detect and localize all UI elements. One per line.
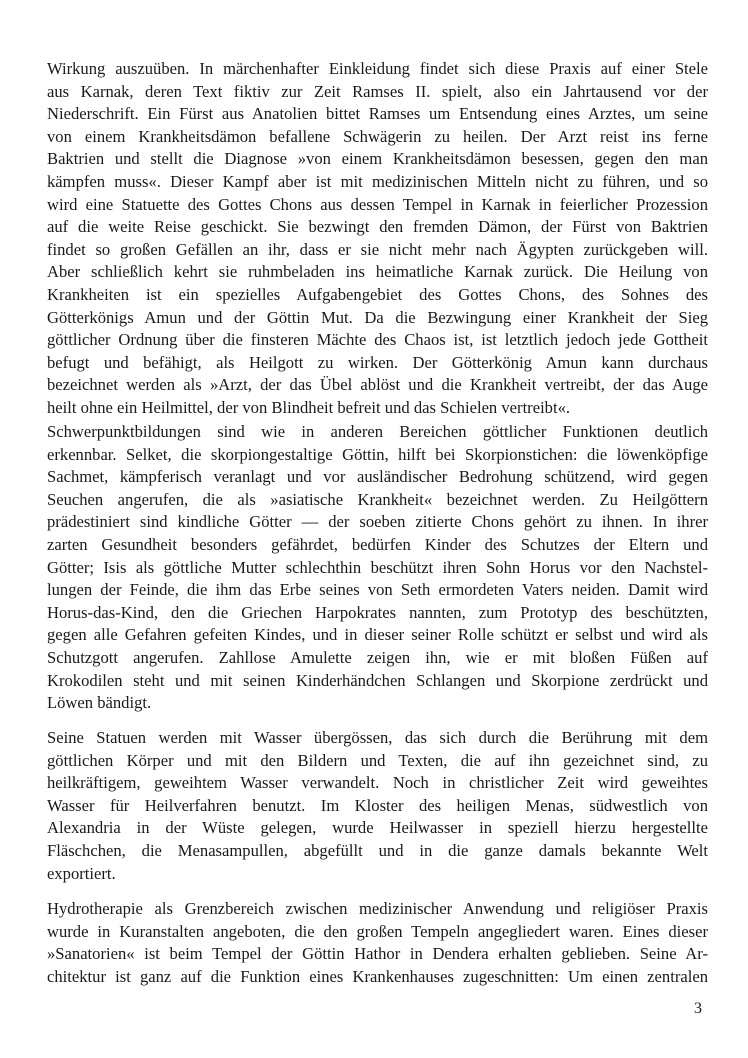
text-line: wird eine Statuette des Gottes Chons aus dessen Tempel in Karnak in feierlicher Prozession: [47, 194, 708, 214]
text-line: befugt und befähigt, als Heilgott zu wirken. Der Götterkönig Amun kann durchaus: [47, 352, 708, 372]
text-line: Sachmet, kämpferisch veranlagt und vor ausländischer Bedrohung schützend, wird gegen: [47, 467, 708, 487]
text-line: göttlichen Körper und mit den Bildern und Texten, die auf ihn gezeichnet sind, zu: [47, 750, 708, 770]
paragraph-1: [47, 58, 708, 420]
text-line: auf die weite Reise geschickt. Sie bezwingt den fremden Dämon, der Fürst von Baktrien: [47, 217, 708, 237]
text-line: Schwerpunktbildungen sind wie in anderen Bereichen göttlicher Funktionen deutlich: [47, 422, 708, 441]
text-line: findet so großen Gefällen an ihr, dass er sie nicht mehr nach Ägypten zurückgeben will.: [47, 239, 708, 259]
text-line: kämpfen muss«. Dieser Kampf aber ist mit medizinischen Mitteln nicht zu führen, und so: [47, 171, 708, 191]
text-line: Krokodilen steht und mit seinen Kinderhändchen Schlangen und Skorpione zerdrückt und: [47, 670, 708, 690]
text-line: von einem Krankheitsdämon befallene Schwägerin zu heilen. Der Arzt reist ins ferne: [47, 126, 708, 146]
text-line: chitektur ist ganz auf die Funktion eines Krankenhauses zugeschnitten: Um einen zentralen: [47, 966, 708, 986]
text-line: Löwen bändigt.: [47, 693, 152, 713]
text-line: »Sanatorien« ist beim Tempel der Göttin Hathor in Dendera erhalten geblieben. Seine Ar-: [47, 944, 708, 964]
paragraph-4: [47, 898, 708, 988]
text-line: Seuchen angerufen, die als »asiatische Krankheit« bezeichnet werden. Zu Heilgöttern: [47, 489, 708, 509]
text-line: zarten Gesundheit besonders gefährdet, bedürfen Kinder des Schutzes der Eltern und: [47, 534, 708, 554]
text-line: Schutzgott angerufen. Zahllose Amulette zeigen ihn, wie er mit bloßen Füßen auf: [47, 647, 708, 667]
text-line: Baktrien und stellt die Diagnose »von einem Krankheitsdämon besessen, gegen den man: [47, 149, 708, 169]
text-line: Niederschrift. Ein Fürst aus Anatolien bittet Ramses um Entsendung eines Arztes, um seine: [47, 104, 708, 124]
text-line: lungen der Feinde, die ihm das Erbe seines von Seth ermordeten Vaters neiden. Damit wird: [47, 580, 708, 600]
paragraph-3: [47, 727, 708, 885]
text-line: Wasser für Heilverfahren benutzt. Im Kloster des heiligen Menas, südwestlich von: [47, 795, 708, 815]
text-line: Hydrotherapie als Grenzbereich zwischen medizinischer Anwendung und religiöser Praxis: [47, 899, 708, 918]
text-line: Götter; Isis als göttliche Mutter schlechthin beschützt ihren Sohn Horus vor den Nachstel-: [47, 557, 708, 577]
paragraph-2: [47, 421, 708, 715]
text-line: Seine Statuen werden mit Wasser übergössen, das sich durch die Berührung mit dem: [47, 728, 708, 747]
text-line: Aber schließlich kehrt sie ruhmbeladen ins heimatliche Karnak zurück. Die Heilung von: [47, 262, 708, 282]
text-line: aus Karnak, deren Text fiktiv zur Zeit Ramses II. spielt, also ein Jahrtausend vor der: [47, 81, 708, 101]
text-line: Fläschchen, die Menasampullen, abgefüllt und in die ganze damals bekannte Welt: [47, 840, 708, 860]
text-line: wurde in Kuranstalten angeboten, die den großen Tempeln angegliedert waren. Eines dieser: [47, 921, 708, 941]
text-line: exportiert.: [47, 863, 116, 883]
text-line: göttlicher Ordnung über die finsteren Mächte des Chaos ist, ist letztlich jedoch jede Gottheit: [47, 330, 708, 350]
text-line: Horus-das-Kind, den die Griechen Harpokrates nannten, zum Prototyp des beschützten,: [47, 602, 708, 622]
text-line: Alexandria in der Wüste gelegen, wurde Heilwasser in speziell hierzu hergestellte: [47, 818, 708, 838]
text-line: prädestiniert sind kindliche Götter — der soeben zitierte Chons gehört zu ihnen. In ihrer: [47, 512, 708, 532]
text-line: bezeichnet werden als »Arzt, der das Übel ablöst und die Krankheit vertreibt, der das Auge: [47, 375, 708, 395]
text-line: Götterkönigs Amun und der Göttin Mut. Da die Bezwingung einer Krankheit der Sieg: [47, 307, 708, 327]
text-line: Wirkung auszuüben. In märchenhafter Einkleidung findet sich diese Praxis auf einer Stele: [47, 59, 708, 78]
text-line: heilt ohne ein Heilmittel, der von Blindheit befreit und das Schielen vertreibt«.: [47, 397, 571, 417]
text-line: Krankheiten ist ein spezielles Aufgabengebiet des Gottes Chons, des Sohnes des: [47, 284, 708, 304]
page-number: 3: [694, 1000, 702, 1017]
text-line: erkennbar. Selket, die skorpiongestaltige Göttin, hilft bei Skorpionstichen: die löwenköpfige: [47, 444, 708, 464]
text-line: gegen alle Gefahren gefeiten Kindes, und in dieser seiner Rolle schützt er selbst und wird als: [47, 625, 708, 645]
text-line: heilkräftigem, geweihtem Wasser verwandelt. Noch in christlicher Zeit wird geweihtes: [47, 773, 708, 793]
